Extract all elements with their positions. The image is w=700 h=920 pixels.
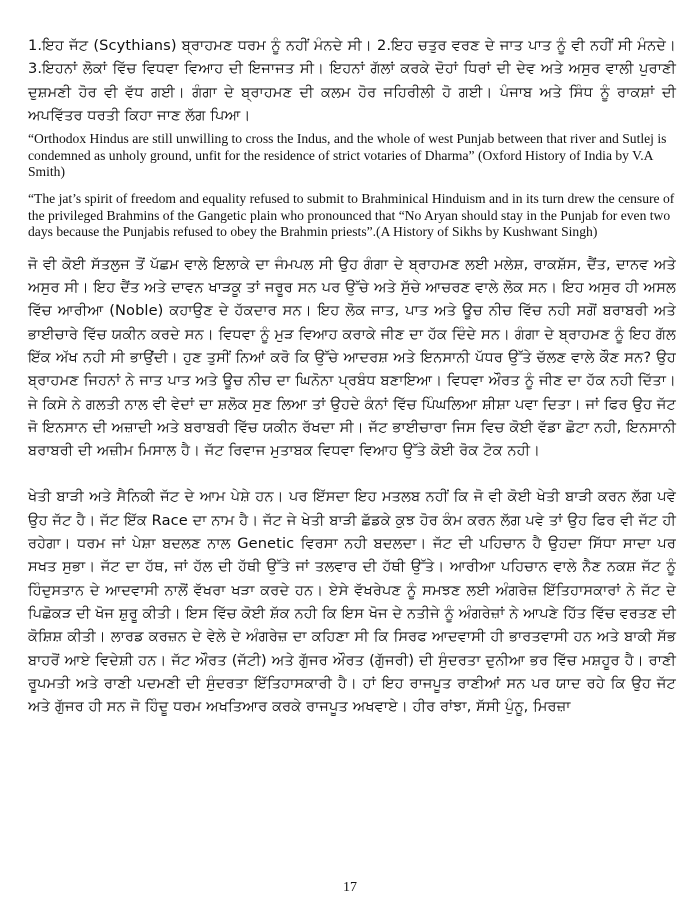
paragraph-2: ਜੋ ਵੀ ਕੋਈ ਸੱਤਲੁਜ ਤੋਂ ਪੱਛਮ ਵਾਲੇ ਇਲਾਕੇ ਦਾ ਜੰਮਪਲ ਸੀ ਉਹ ਗੰਗਾ ਦੇ ਬ੍ਰਾਹਮਣ ਲਈ ਮਲੇਸ਼, ਰਾਕਸ਼ੱਸ, ਦੈਂਤ, ਦਾਨਵ ਅਤੇ ਅਸੁਰ ਸੀ। ਇਹ ਦੈਂਤ ਅਤੇ ਦਾਵਨ ਖਾੜਕੂ ਤਾਂ ਜਰੂਰ ਸਨ ਪਰ ਉੱਚੇ ਅਤੇ ਸੁੱਚੇ ਆਚਰਣ ਵਾਲੇ ਲੋਕ ਸਨ। ਇਹ ਅਸੁਰ ਹੀ ਅਸਲ ਵਿੱਚ ਆਰੀਆ (Noble) ਕਹਾਉਣ ਦੇ ਹੱਕਦਾਰ ਸਨ। ਇਹ ਲੋਕ ਜਾਤ, ਪਾਤ ਅਤੇ ਊਚ ਨੀਚ ਵਿੱਚ ਨਹੀ ਸਗੋਂ ਬਰਾਬਰੀ ਅਤੇ ਭਾਈਚਾਰੇ ਵਿੱਚ ਯਕੀਨ ਕਰਦੇ ਸਨ। ਵਿਧਵਾ ਨੂੰ ਮੁੜ ਵਿਆਹ ਕਰਾਕੇ ਜੀਣ ਦਾ ਹੱਕ ਦਿੰਦੇ ਸਨ। ਗੰਗਾ ਦੇ ਬ੍ਰਾਹਮਣ ਨੂੰ ਇਹ ਗੱਲ ਇੱਕ ਅੱਖ ਨਹੀ ਸੀ ਭਾਉਂਦੀ। ਹੁਣ ਤੁਸੀਂ ਨਿਆਂ ਕਰੋ ਕਿ ਉੱਚੇ ਆਦਰਸ਼ ਅਤੇ ਇਨਸਾਨੀ ਪੱਧਰ ਉੱਤੇ ਚੱਲਣ ਵਾਲੇ ਕੌਣ ਸਨ? ਉਹ ਬ੍ਰਾਹਮਣ ਜਿਹਨਾਂ ਨੇ ਜਾਤ ਪਾਤ ਅਤੇ ਊਚ ਨੀਚ ਦਾ ਘਿਨੋਨਾ ਪ੍ਰਬੰਧ ਬਣਾਇਆ। ਵਿਧਵਾ ਔਰਤ ਨੂੰ ਜੀਣ ਦਾ ਹੱਕ ਨਹੀ ਦਿੱਤਾ। ਜੇ ਕਿਸੇ ਨੇ ਗਲਤੀ ਨਾਲ ਵੀ ਵੇਦਾਂ ਦਾ ਸ਼ਲੋਕ ਸੁਣ ਲਿਆ ਤਾਂ ਉਹਦੇ ਕੰਨਾਂ ਵਿੱਚ ਪਿੰਘਲਿਆ ਸ਼ੀਸ਼ਾ ਪਵਾ ਦਿਤਾ। ਜਾਂ ਫਿਰ ਉਹ ਜੱਟ ਜੋ ਇਨਸਾਨ ਦੀ ਅਜ਼ਾਦੀ ਅਤੇ ਬਰਾਬਰੀ ਵਿੱਚ ਯਕੀਨ ਰੱਖਦਾ ਸੀ। ਜੱਟ ਭਾਈਚਾਰਾ ਜਿਸ ਵਿਚ ਕੋਈ ਵੱਡਾ ਛੋਟਾ ਨਹੀ, ਇਨਸਾਨੀ ਬਰਾਬਰੀ ਦੀ ਅਜ਼ੀਮ ਮਿਸਾਲ ਹੈ। ਜੱਟ ਰਿਵਾਜ ਮੁਤਾਬਕ ਵਿਧਵਾ ਵਿਆਹ ਉੱਤੇ ਕੋਈ ਰੋਕ ਟੋਕ ਨਹੀ।	[28, 255, 676, 460]
quote-oxford-history: “Orthodox Hindus are still unwilling to cross the Indus, and the whole of west Punjab between that river and Sutlej is condemned as unholy ground, unfit for the residence of strict votaries of Dharma” (Oxford History of India by V.A Smith)	[28, 131, 667, 180]
paragraph-1: 1.ਇਹ ਜੱਟ (Scythians) ਬ੍ਰਾਹਮਣ ਧਰਮ ਨੂੰ ਨਹੀਂ ਮੰਨਦੇ ਸੀ। 2.ਇਹ ਚਤੁਰ ਵਰਣ ਦੇ ਜਾਤ ਪਾਤ ਨੂੰ ਵੀ ਨਹੀਂ ਸੀ ਮੰਨਦੇ। 3.ਇਹਨਾਂ ਲੋਕਾਂ ਵਿੱਚ ਵਿਧਵਾ ਵਿਆਹ ਦੀ ਇਜਾਜਤ ਸੀ। ਇਹਨਾਂ ਗੱਲਾਂ ਕਰਕੇ ਦੋਹਾਂ ਧਿਰਾਂ ਦੀ ਦੇਵ ਅਤੇ ਅਸੁਰ ਵਾਲੀ ਪੁਰਾਣੀ ਦੁਸ਼ਮਣੀ ਹੋਰ ਵੀ ਵੱਧ ਗਈ। ਗੰਗਾ ਦੇ ਬ੍ਰਾਹਮਣ ਦੀ ਕਲਮ ਹੋਰ ਜਹਿਰੀਲੀ ਹੋ ਗਈ। ਪੰਜਾਬ ਅਤੇ ਸਿੰਧ ਨੂੰ ਰਾਕਸ਼ਾਂ ਦੀ ਅਪਵਿੱਤਰ ਧਰਤੀ ਕਿਹਾ ਜਾਣ ਲੱਗ ਪਿਆ।	[28, 37, 676, 124]
document-page	[28, 34, 676, 718]
paragraph-3: ਖੇਤੀ ਬਾੜੀ ਅਤੇ ਸੈਨਿਕੀ ਜੱਟ ਦੇ ਆਮ ਪੇਸ਼ੇ ਹਨ। ਪਰ ਇੱਸਦਾ ਇਹ ਮਤਲਬ ਨਹੀਂ ਕਿ ਜੋ ਵੀ ਕੋਈ ਖੇਤੀ ਬਾੜੀ ਕਰਨ ਲੱਗ ਪਵੇ ਉਹ ਜੱਟ ਹੈ। ਜੱਟ ਇੱਕ Race ਦਾ ਨਾਮ ਹੈ। ਜੱਟ ਜੇ ਖੇਤੀ ਬਾੜੀ ਛੱਡਕੇ ਕੁਝ ਹੋਰ ਕੰਮ ਕਰਨ ਲੱਗ ਪਵੇ ਤਾਂ ਉਹ ਫਿਰ ਵੀ ਜੱਟ ਹੀ ਰਹੇਗਾ। ਧਰਮ ਜਾਂ ਪੇਸ਼ਾ ਬਦਲਣ ਨਾਲ Genetic ਵਿਰਸਾ ਨਹੀ ਬਦਲਦਾ। ਜੱਟ ਦੀ ਪਹਿਚਾਨ ਹੈ ਉਹਦਾ ਸਿੱਧਾ ਸਾਦਾ ਪਰ ਸਖਤ ਸੁਭਾ। ਜੱਟ ਦਾ ਹੱਥ, ਜਾਂ ਹੱਲ ਦੀ ਹੱਥੀ ਉੱਤੇ ਜਾਂ ਤਲਵਾਰ ਦੀ ਹੱਥੀ ਉੱਤੇ। ਆਰੀਆ ਪਹਿਚਾਨ ਵਾਲੇ ਨੈਣ ਨਕਸ਼ ਜੱਟ ਨੂੰ ਹਿੰਦੁਸਤਾਨ ਦੇ ਆਦਵਾਸੀ ਨਾਲੋਂ ਵੱਖਰਾ ਖੜਾ ਕਰਦੇ ਹਨ। ਏਸੇ ਵੱਖਰੇਪਣ ਨੂੰ ਸਮਝਣ ਲਈ ਅੰਗਰੇਜ਼ ਇੱਤਿਹਾਸਕਾਰਾਂ ਨੇ ਜੱਟ ਦੇ ਪਿਛੋਕੜ ਦੀ ਖੋਜ ਸ਼ੁਰੂ ਕੀਤੀ। ਇਸ ਵਿੱਚ ਕੋਈ ਸ਼ੱਕ ਨਹੀ ਕਿ ਇਸ ਖੋਜ ਦੇ ਨਤੀਜੇ ਨੂੰ ਅੰਗਰੇਜ਼ਾਂ ਨੇ ਆਪਣੇ ਹਿੱਤ ਵਿੱਚ ਵਰਤਣ ਦੀ ਕੋਸ਼ਿਸ਼ ਕੀਤੀ। ਲਾਰਡ ਕਰਜ਼ਨ ਦੇ ਵੇਲੇ ਦੇ ਅੰਗਰੇਜ਼ ਦਾ ਕਹਿਣਾ ਸੀ ਕਿ ਸਿਰਫ ਆਦਵਾਸੀ ਹੀ ਭਾਰਤਵਾਸੀ ਹਨ ਅਤੇ ਬਾਕੀ ਸੱਭ ਬਾਹਰੋਂ ਆਏ ਵਿਦੇਸ਼ੀ ਹਨ। ਜੱਟ ਔਰਤ (ਜੱਟੀ) ਅਤੇ ਗੁੱਜਰ ਔਰਤ (ਗੁੱਜਰੀ) ਦੀ ਸੁੰਦਰਤਾ ਦੁਨੀਆ ਭਰ ਵਿੱਚ ਮਸ਼ਹੂਰ ਹੈ। ਰਾਣੀ ਰੂਪਮਤੀ ਅਤੇ ਰਾਣੀ ਪਦਮਣੀ ਦੀ ਸੁੰਦਰਤਾ ਇੱਤਿਹਾਸਕਾਰੀ ਹੈ। ਹਾਂ ਇਹ ਰਾਜਪੂਤ ਰਾਣੀਆਂ ਸਨ ਪਰ ਯਾਦ ਰਹੇ ਕਿ ਉਹ ਜੱਟ ਅਤੇ ਗੁੱਜਰ ਹੀ ਸਨ ਜੋ ਹਿੰਦੂ ਧਰਮ ਅਖਤਿਆਰ ਕਰਕੇ ਰਾਜਪੂਤ ਅਖਵਾਏ। ਹੀਰ ਰਾਂਝਾ, ਸੱਸੀ ਪੁੰਨੂ, ਮਿਰਜ਼ਾ	[28, 488, 676, 716]
page-number: 17	[343, 880, 357, 895]
quote-history-of-sikhs: “The jat’s spirit of freedom and equality refused to submit to Brahminical Hinduism and in its turn drew the censure of the privileged Brahmins of the Gangetic plain who pronounced that “No Aryan should stay in the Punjab for even two days because the Punjabis refused to obey the Brahmin priests”.(A History of Sikhs by Kushwant Singh)	[28, 190, 675, 240]
